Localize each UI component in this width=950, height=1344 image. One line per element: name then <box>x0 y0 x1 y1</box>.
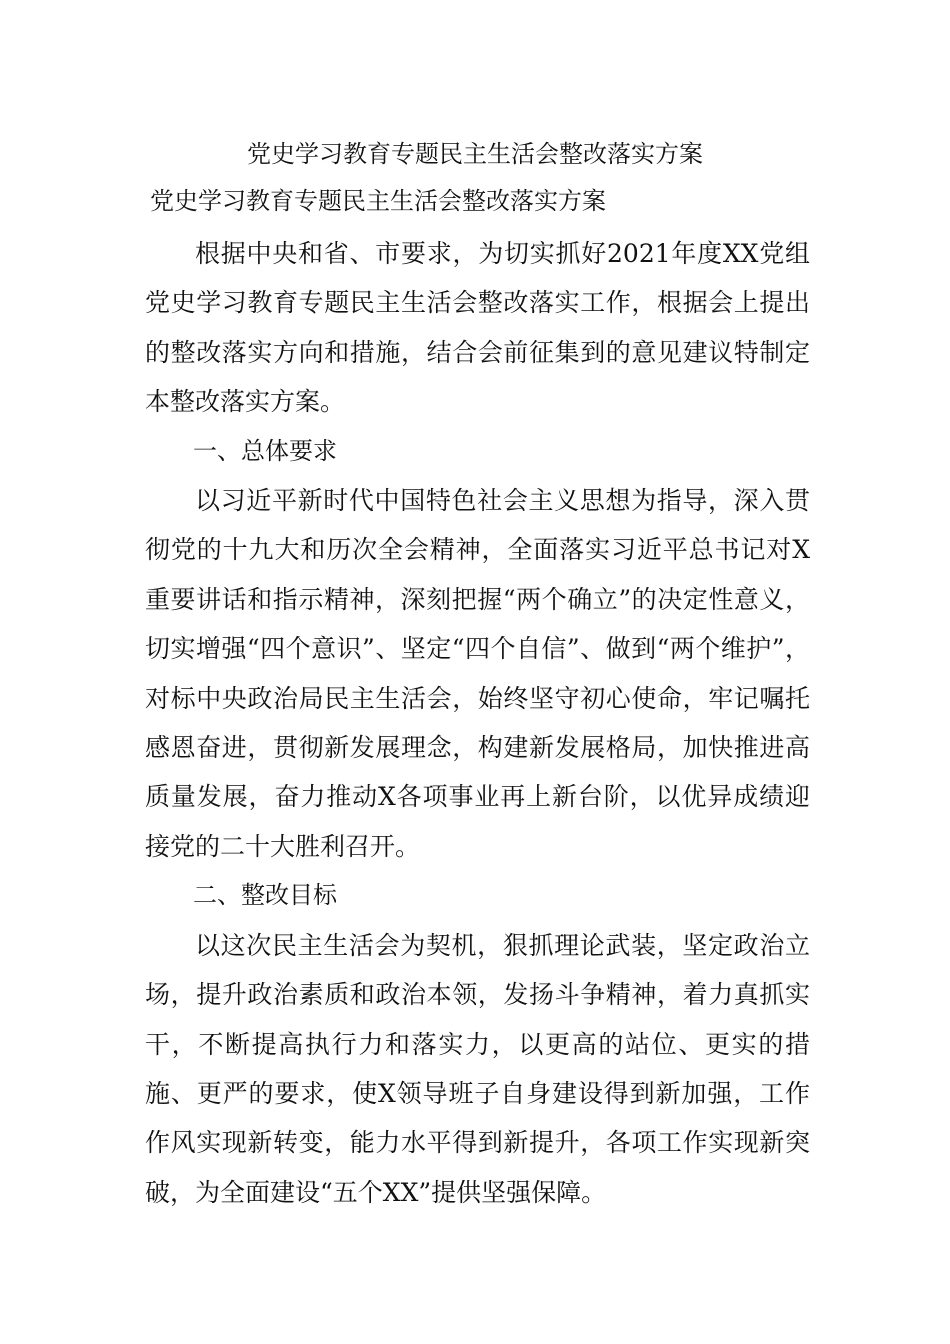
section-heading-rectification-goals: 二、整改目标 <box>193 881 337 910</box>
general-requirements-paragraph: 以习近平新时代中国特色社会主义思想为指导，深入贯彻党的十九大和历次全会精神，全面落实习近平总书记对X重要讲话和指示精神，深刻把握“两个确立”的决定性意义，切实增强“四个意识”、坚定“四个自信”、做到“两个维护”，对标中央政治局民主生活会，始终坚守初心使命，牢记嘱托感恩奋进，贯彻新发展理念，构建新发展格局，加快推进高质量发展，奋力推动X各项事业再上新台阶，以优异成绩迎接党的二十大胜利召开。 <box>145 486 810 861</box>
rectification-goals-paragraph: 以这次民主生活会为契机，狠抓理论武装，坚定政治立场，提升政治素质和政治本领，发扬斗争精神，着力真抓实干，不断提高执行力和落实力，以更高的站位、更实的措施、更严的要求，使X领导班子自身建设得到新加强，工作作风实现新转变，能力水平得到新提升，各项工作实现新突破，为全面建设“五个XX”提供坚强保障。 <box>145 930 810 1207</box>
section-heading-general-requirements: 一、总体要求 <box>193 436 337 465</box>
document-body <box>145 229 810 1217</box>
document-title: 党史学习教育专题民主生活会整改落实方案 <box>247 140 703 168</box>
document-subtitle: 党史学习教育专题民主生活会整改落实方案 <box>150 187 606 215</box>
intro-paragraph: 根据中央和省、市要求，为切实抓好2021年度XX党组党史学习教育专题民主生活会整改落实工作，根据会上提出的整改落实方向和措施，结合会前征集到的意见建议特制定本整改落实方案。 <box>145 239 810 417</box>
